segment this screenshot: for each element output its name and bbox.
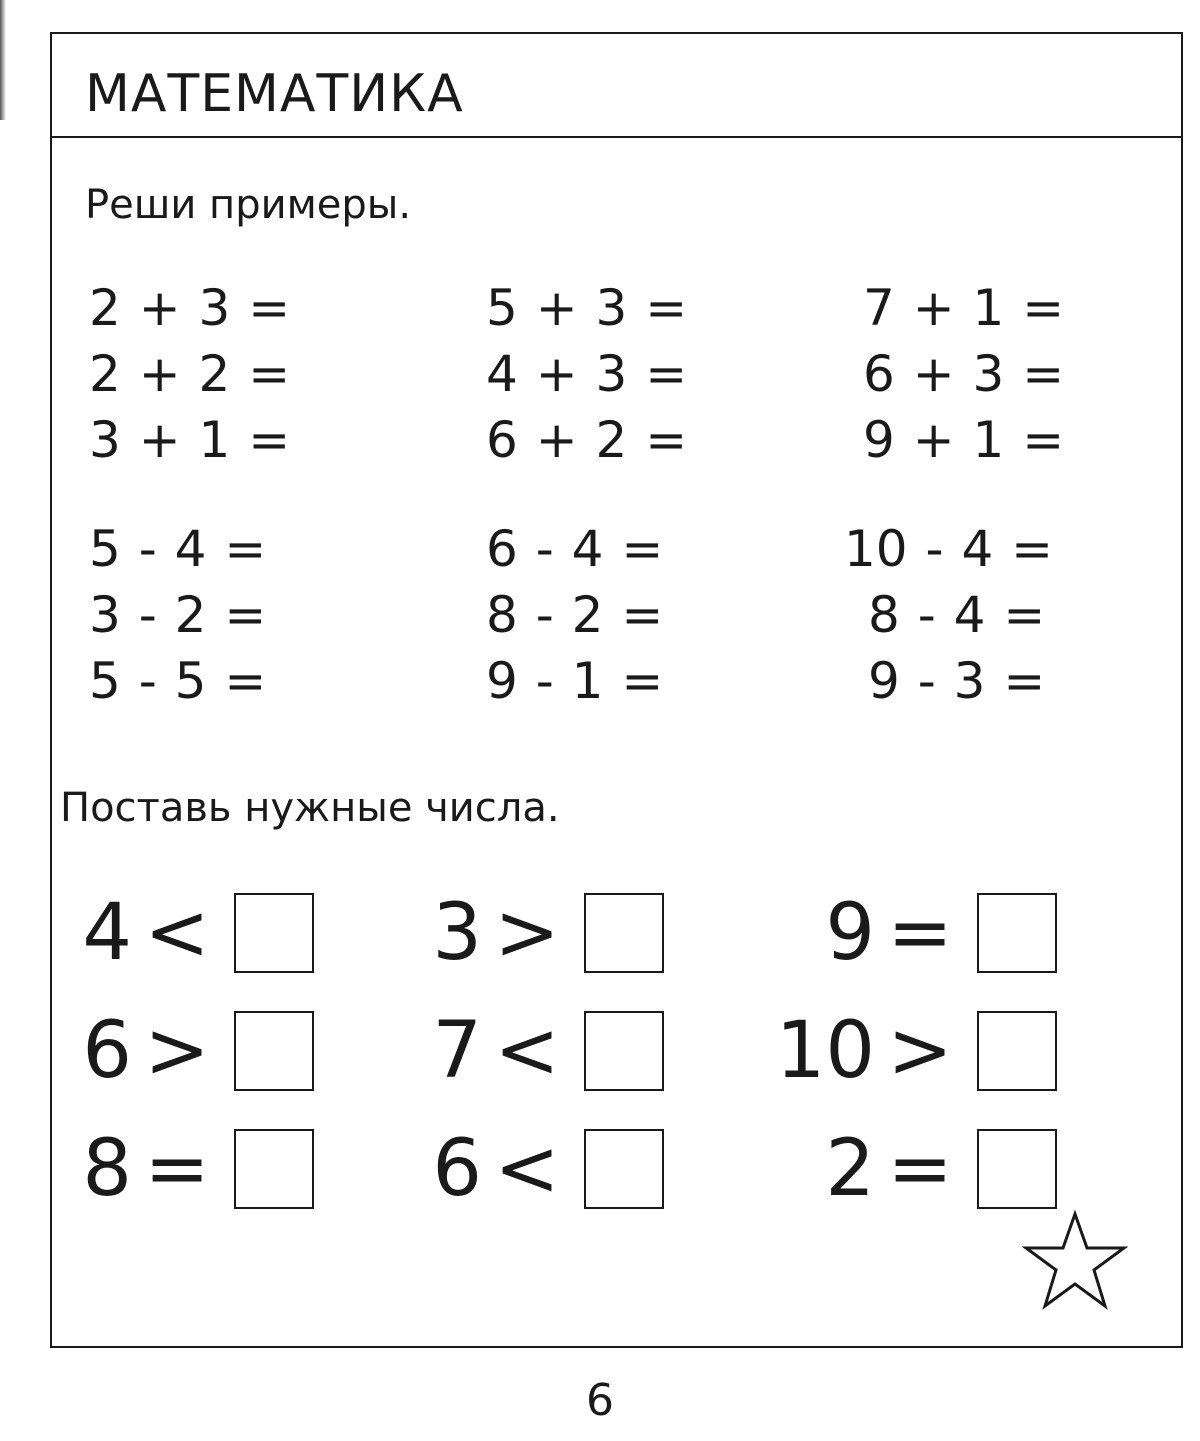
worksheet-frame [50, 32, 1183, 1348]
worksheet-header [52, 34, 1181, 138]
addition-expression: 7 + 1 = [863, 279, 1065, 337]
comparison-item [12, 1126, 314, 1212]
answer-box[interactable] [234, 1011, 314, 1091]
page-title: МАТЕМАТИКА [85, 64, 464, 124]
comparison-number: 10 [775, 1006, 875, 1096]
comparison-number: 9 [825, 888, 875, 978]
subtraction-expression: 8 - 4 = [868, 586, 1046, 644]
comparison-operator: > [887, 1006, 953, 1096]
subtraction-expression: 9 - 1 = [486, 652, 664, 710]
comparison-operator: < [494, 1006, 560, 1096]
comparison-operator: > [144, 1006, 210, 1096]
addition-expression: 6 + 3 = [863, 345, 1065, 403]
addition-expression: 3 + 1 = [89, 411, 291, 469]
scan-edge-shadow [0, 0, 6, 120]
comparison-number: 7 [432, 1006, 482, 1096]
comparison-operator: < [494, 1124, 560, 1214]
comparison-item [755, 1008, 1057, 1094]
comparison-operator: < [144, 888, 210, 978]
page-number: 6 [586, 1375, 614, 1426]
comparison-item [362, 1008, 664, 1094]
comparison-operator: = [887, 1124, 953, 1214]
comparison-item [755, 890, 1057, 976]
subtraction-expression: 6 - 4 = [486, 520, 664, 578]
addition-expression: 2 + 2 = [89, 345, 291, 403]
answer-box[interactable] [234, 1129, 314, 1209]
comparison-operator: = [887, 888, 953, 978]
answer-box[interactable] [977, 1011, 1057, 1091]
subtraction-expression: 3 - 2 = [89, 586, 267, 644]
comparison-item [755, 1126, 1057, 1212]
subtraction-expression: 8 - 2 = [486, 586, 664, 644]
comparison-number: 6 [82, 1006, 132, 1096]
comparison-operator: > [494, 888, 560, 978]
star-icon [1022, 1210, 1128, 1310]
addition-expression: 6 + 2 = [486, 411, 688, 469]
addition-expression: 5 + 3 = [486, 279, 688, 337]
comparison-number: 3 [432, 888, 482, 978]
subtraction-expression: 5 - 5 = [89, 652, 267, 710]
comparison-number: 4 [82, 888, 132, 978]
comparison-number: 6 [432, 1124, 482, 1214]
subtraction-expression: 9 - 3 = [868, 652, 1046, 710]
task2-instruction: Поставь нужные числа. [60, 785, 560, 831]
answer-box[interactable] [584, 1011, 664, 1091]
comparison-number: 2 [825, 1124, 875, 1214]
task1-instruction: Реши примеры. [85, 182, 412, 228]
addition-expression: 9 + 1 = [863, 411, 1065, 469]
answer-box[interactable] [977, 1129, 1057, 1209]
answer-box[interactable] [234, 893, 314, 973]
answer-box[interactable] [584, 893, 664, 973]
comparison-operator: = [144, 1124, 210, 1214]
comparison-item [12, 1008, 314, 1094]
addition-expression: 2 + 3 = [89, 279, 291, 337]
answer-box[interactable] [584, 1129, 664, 1209]
comparison-item [362, 890, 664, 976]
subtraction-expression: 5 - 4 = [89, 520, 267, 578]
answer-box[interactable] [977, 893, 1057, 973]
comparison-item [362, 1126, 664, 1212]
addition-expression: 4 + 3 = [486, 345, 688, 403]
subtraction-expression: 10 - 4 = [844, 520, 1054, 578]
comparison-number: 8 [82, 1124, 132, 1214]
comparison-item [12, 890, 314, 976]
